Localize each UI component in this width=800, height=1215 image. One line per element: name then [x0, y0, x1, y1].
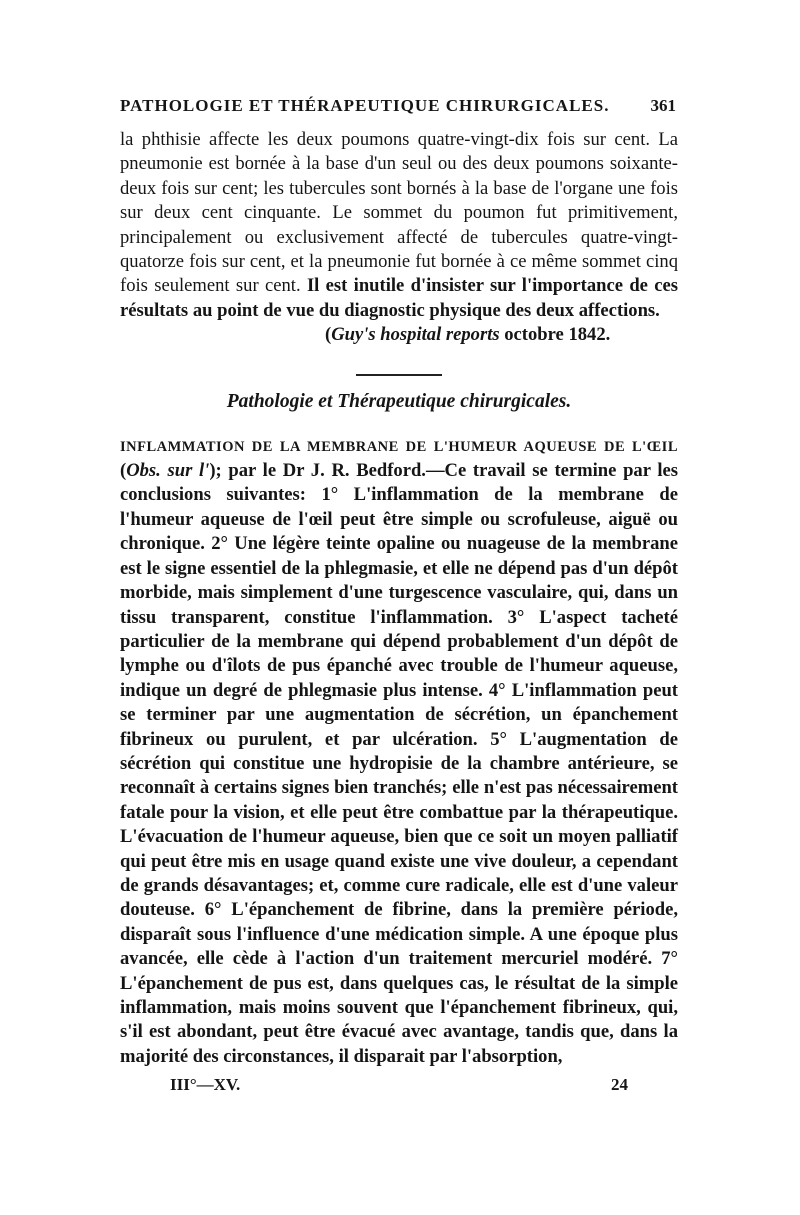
citation-source: Guy's hospital reports: [331, 324, 500, 346]
section-title: Pathologie et Thérapeutique chirurgicales.: [226, 390, 572, 412]
citation-open: (: [325, 324, 332, 346]
obs-open: (: [120, 460, 127, 482]
volume-mark: III°—XV.: [170, 1075, 241, 1094]
continuation-paragraph: [120, 128, 678, 323]
citation: [325, 323, 678, 347]
running-title: PATHOLOGIE ET THÉRAPEUTIQUE CHIRURGICALES.: [120, 96, 610, 115]
body-text: [120, 128, 678, 1069]
closing-sentence: Il est inutile d'insister sur l'importance de ces résultats au point de vue du diagnostic physique des deux affections.: [120, 275, 678, 321]
article-title: INFLAMMATION DE LA MEMBRANE DE L'HUMEUR AQUEUSE DE L'ŒIL: [120, 438, 678, 455]
obs-close: ); par le Dr J. R. Bedford.: [209, 460, 426, 482]
article-body: —Ce travail se termine par les conclusions suivantes: 1° L'inflammation de la membrane de l'humeur aqueuse de l'œil peut être simple ou scrofuleuse, aiguë ou chronique. 2° Une légère teinte opaline ou nuageuse de la membrane est le signe essentiel de la phlegmasie, et elle ne dépend pas d'un dépôt morbide, mais simplement d'une turgescence vasculaire, qui, dans un tissu transparent, constitue l'inflammation. 3° L'aspect tacheté particulier de la membrane qui dépend probablement d'un dépôt de lymphe ou d'îlots de pus épanché avec trouble de l'humeur aqueuse, indique un degré de phlegmasie plus intense. 4° L'inflammation peut se terminer par une augmentation de sécrétion, un épanchement fibrineux ou purulent, et par ulcération. 5° L'augmentation de sécrétion qui constitue une hydropisie de la chambre antérieure, se reconnaît à certains signes bien tranchés; elle n'est pas nécessairement fatale pour la vision, et elle peut être combattue par la thérapeutique. L'évacuation de l'humeur aqueuse, bien que ce soit un moyen palliatif qui peut être mis en usage quand existe une vive douleur, a cependant de grands désavantages; et, comme cure radicale, elle est d'une valeur douteuse. 6° L'épanchement de fibrine, dans la première période, disparaît sous l'influence d'une médication simple. A une époque plus avancée, elle cède à l'action d'un traitement mercuriel modéré. 7° L'épanchement de pus est, dans quelques cas, le résultat de la simple inflammation, mais moins souvent que l'épanchement fibrineux, qui, s'il est abondant, peut être évacué avec avantage, tandis que, dans la majorité des circonstances, il disparait par l'absorption,: [120, 460, 678, 1067]
page-footer: [170, 1075, 628, 1095]
signature-mark: 24: [611, 1075, 628, 1094]
obs-ref: Obs. sur l': [126, 460, 210, 482]
continuation-text: la phthisie affecte les deux poumons quatre-vingt-dix fois sur cent. La pneumonie est bornée à la base d'un seul ou des deux poumons soixante-deux fois sur cent; les tubercules sont bornés à la base de l'organe une fois sur deux cent cinquante. Le sommet du poumon fut primitivement, principalement ou exclusivement affecté de tubercules quatre-vingt-quatorze fois sur cent, et la pneumonie fut bornée à ce même sommet cinq fois seulement sur cent.: [120, 129, 678, 297]
article-paragraph: [120, 434, 678, 1070]
section-divider: [356, 374, 442, 376]
citation-date: octobre 1842.: [499, 324, 611, 346]
page-number: 361: [650, 96, 676, 115]
running-header: [120, 96, 680, 116]
